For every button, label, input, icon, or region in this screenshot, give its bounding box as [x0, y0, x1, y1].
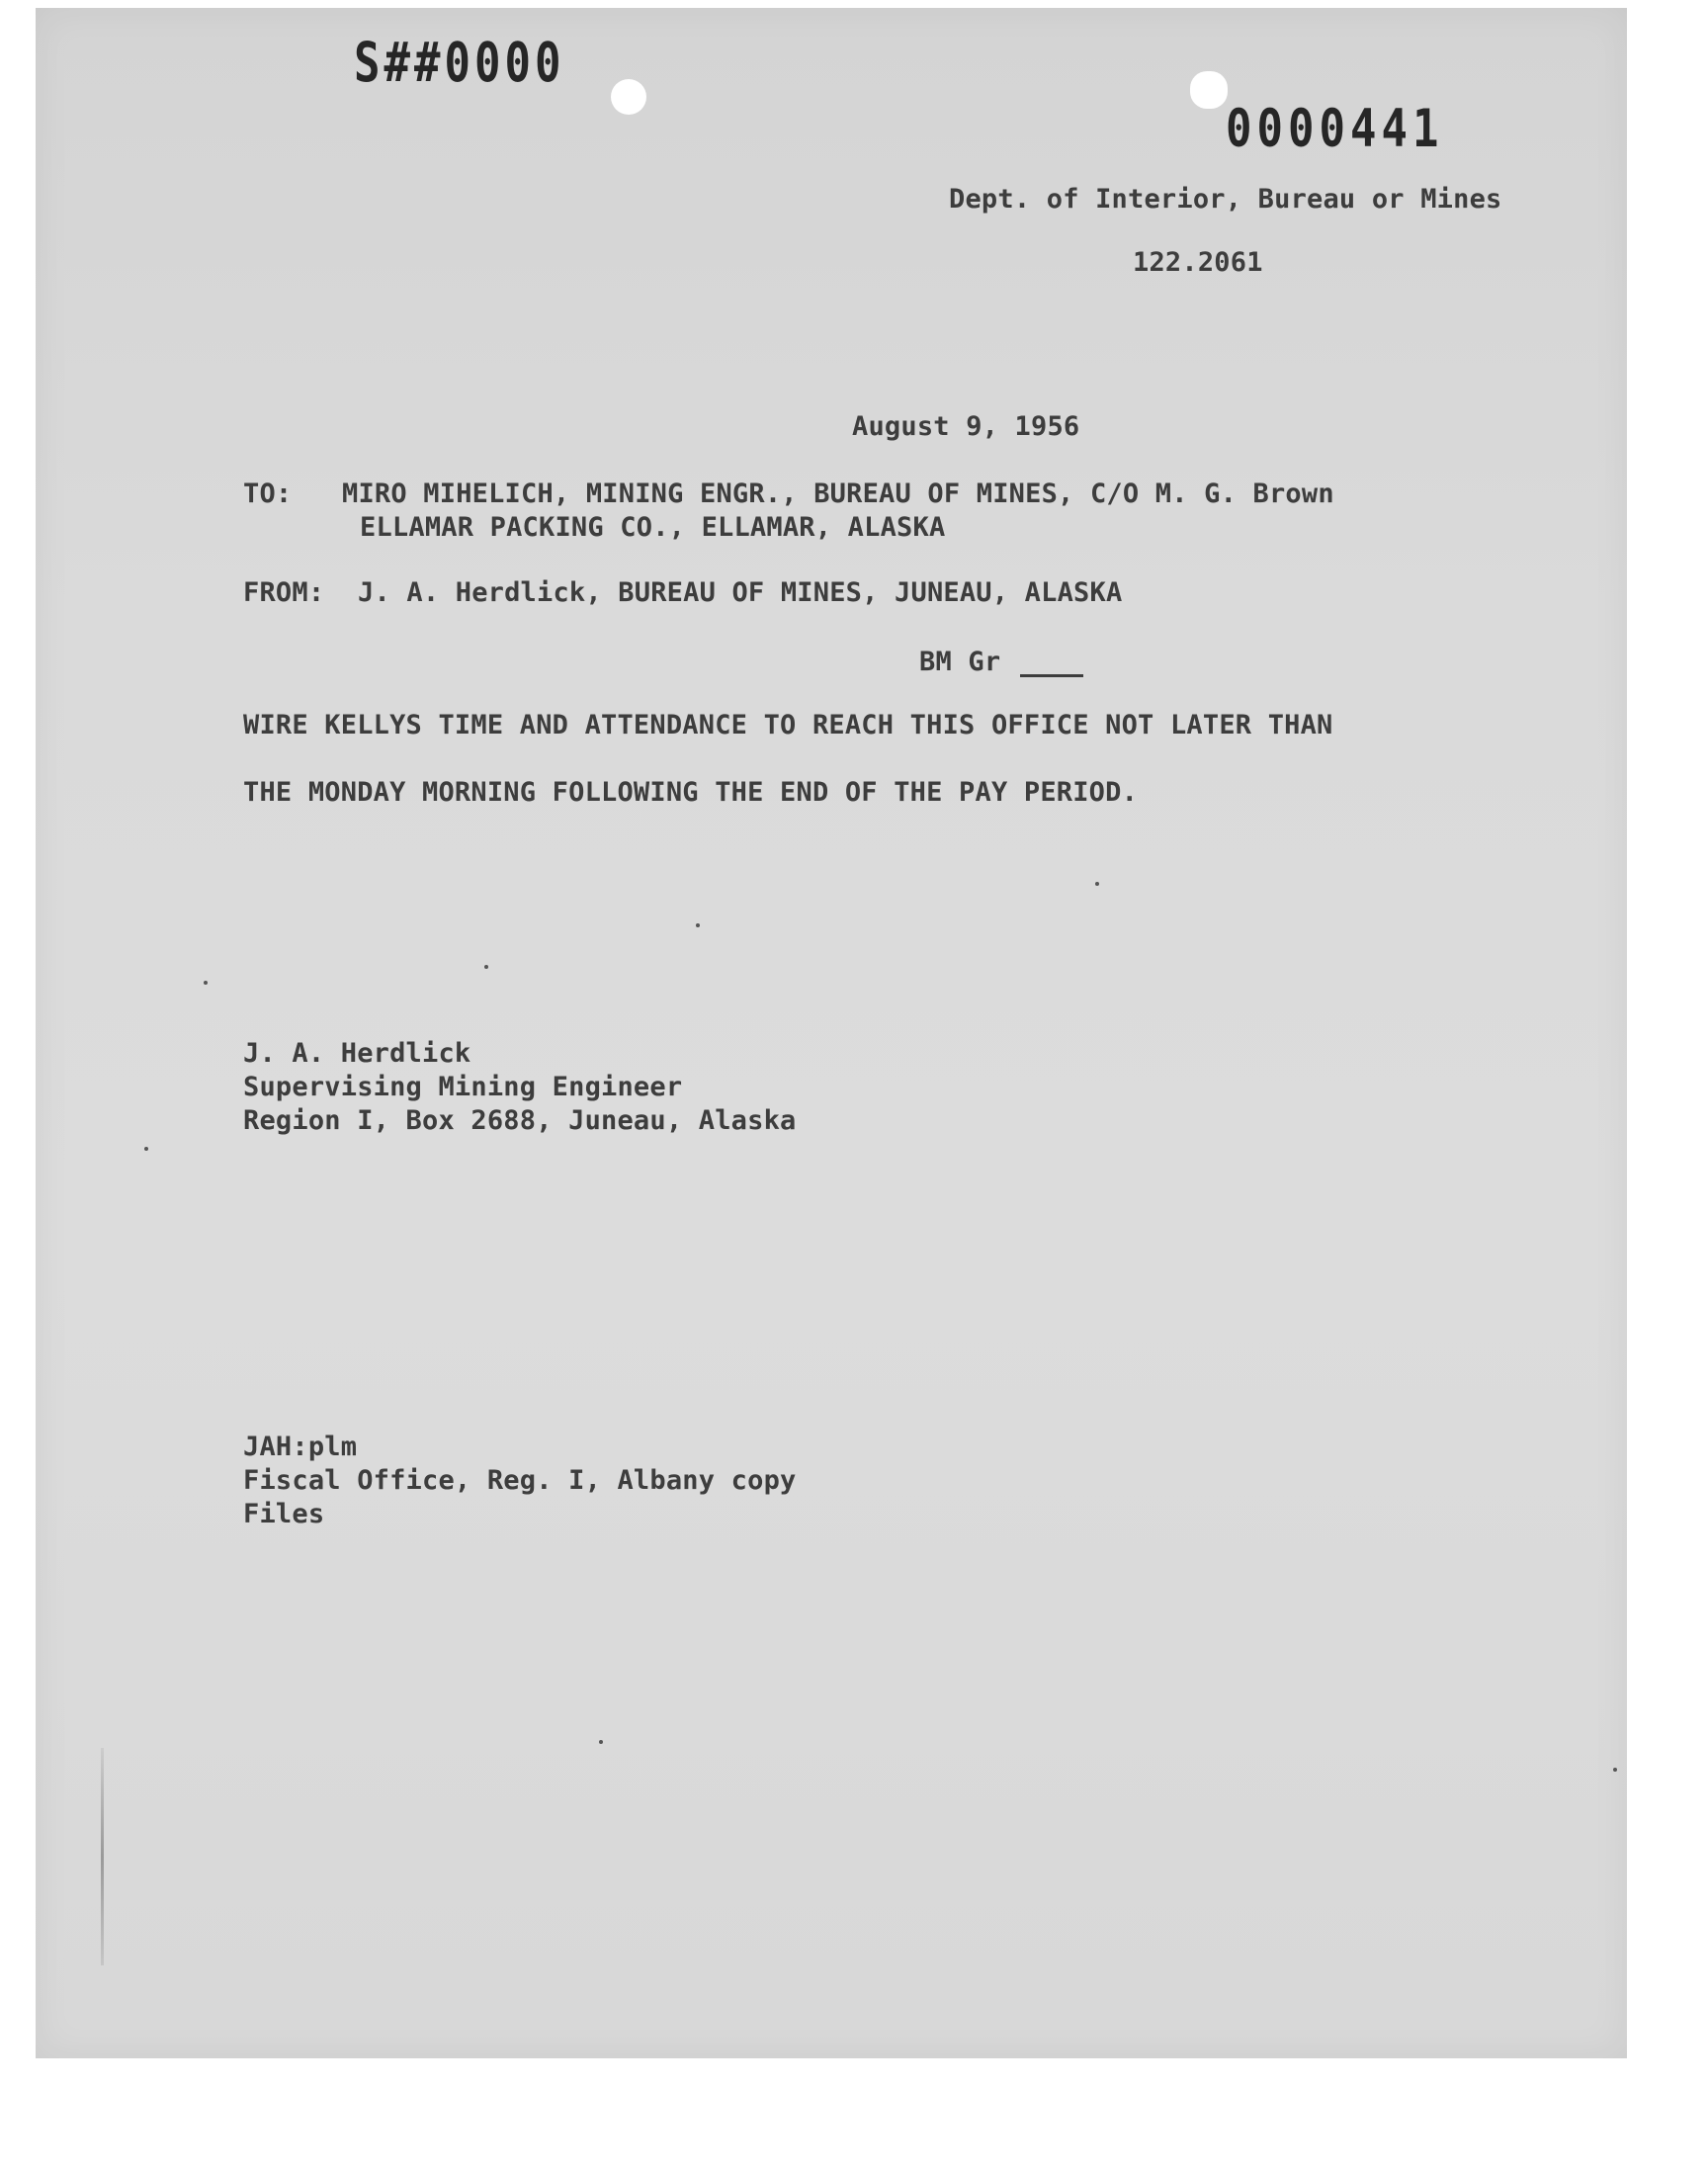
- bm-code: BM Gr: [919, 647, 1001, 677]
- document-page: [36, 8, 1627, 2058]
- speck: [144, 1147, 148, 1151]
- files-note: Files: [243, 1499, 325, 1529]
- signature-name: J. A. Herdlick: [243, 1038, 471, 1069]
- letter-date: August 9, 1956: [852, 411, 1080, 442]
- reference-number: 122.2061: [1133, 247, 1263, 278]
- punch-hole-left: [611, 79, 646, 115]
- copy-distribution: Fiscal Office, Reg. I, Albany copy: [243, 1465, 797, 1496]
- message-line-1: WIRE KELLYS TIME AND ATTENDANCE TO REACH THIS OFFICE NOT LATER THAN: [243, 710, 1333, 740]
- speck: [696, 923, 700, 927]
- speck: [1613, 1768, 1617, 1772]
- signature-title: Supervising Mining Engineer: [243, 1072, 683, 1102]
- from-sender: J. A. Herdlick, BUREAU OF MINES, JUNEAU, ALASKA: [358, 577, 1123, 608]
- margin-mark: [101, 1748, 104, 1965]
- speck: [1095, 882, 1099, 886]
- to-label: TO:: [243, 478, 293, 509]
- message-line-2: THE MONDAY MORNING FOLLOWING THE END OF THE PAY PERIOD.: [243, 777, 1139, 808]
- speck: [484, 965, 488, 969]
- stamp-number-left: S##0000: [354, 32, 565, 95]
- speck: [599, 1740, 603, 1744]
- typist-initials: JAH:plm: [243, 1432, 358, 1462]
- punch-hole-right: [1190, 71, 1228, 109]
- to-recipient-line1: MIRO MIHELICH, MINING ENGR., BUREAU OF MINES, C/O M. G. Brown: [342, 478, 1334, 509]
- from-label: FROM:: [243, 577, 325, 608]
- speck: [204, 981, 208, 985]
- bm-code-blank-line: [1020, 674, 1083, 677]
- stamp-number-right: 0000441: [1226, 99, 1444, 160]
- to-recipient-line2: ELLAMAR PACKING CO., ELLAMAR, ALASKA: [360, 512, 946, 543]
- department-heading: Dept. of Interior, Bureau or Mines: [949, 184, 1502, 215]
- signature-address: Region I, Box 2688, Juneau, Alaska: [243, 1105, 797, 1136]
